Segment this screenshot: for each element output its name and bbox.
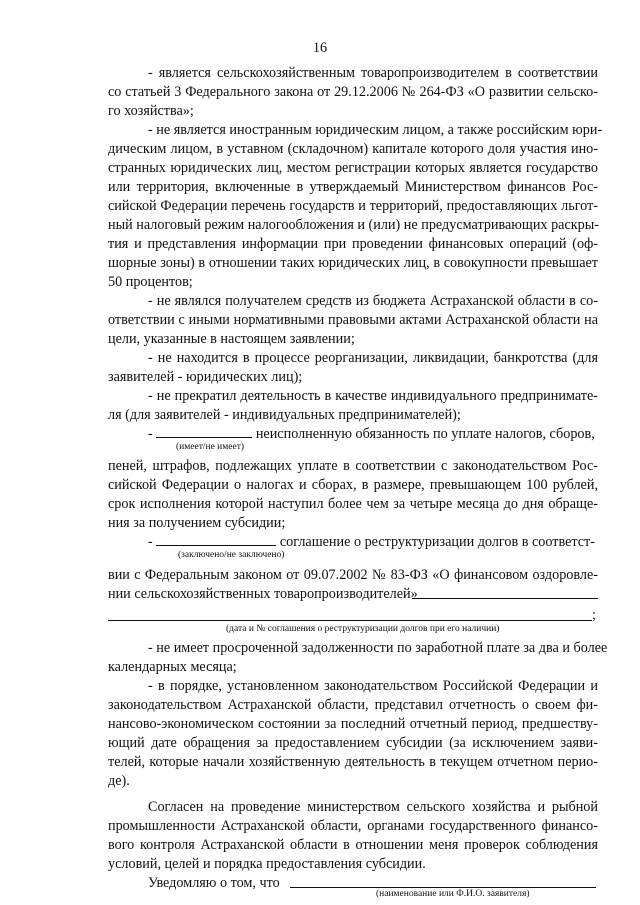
text-line: законодательством Астраханской области, представил отчетность о своем фи- (108, 697, 598, 713)
text-line: со статьей 3 Федерального закона от 29.12.2006 № 264-ФЗ «О развитии сельско- (108, 84, 598, 100)
agreement-caption: (заключено/не заключено) (178, 550, 285, 560)
debt-caption: (имеет/не имеет) (176, 442, 245, 452)
text-line: пеней, штрафов, подлежащих уплате в соответствии с законодательством Рос- (108, 458, 598, 474)
text-line: - не имеет просроченной задолженности по заработной плате за два и более (148, 640, 608, 656)
text-line: ный налоговый режим налогообложения и (или) не предусматривающих раскры- (108, 217, 599, 233)
debt-blank (156, 425, 252, 438)
text-line: го хозяйства»; (108, 103, 194, 119)
text-line: шорные зоны) в отношении таких юридических лиц, в совокупности превышает (108, 255, 598, 271)
agreement-details-blank (412, 598, 598, 599)
text-line: странных юридических лиц, местом регистрации которых является государство (108, 160, 598, 176)
text-line: де). (108, 773, 130, 789)
text-line: ответствии с иными нормативными правовыми актами Астраханской области на (108, 312, 598, 328)
text-line: нии сельскохозяйственных товаропроизводителей» (108, 586, 418, 602)
text-line: - не является иностранным юридическим лицом, а также российским юри- (148, 122, 603, 138)
agreement-date-caption: (дата и № соглашения о реструктуризации долгов при его наличии) (226, 624, 500, 634)
text-line: ля (для заявителей - индивидуальных предпринимателей); (108, 407, 461, 423)
text-line: условий, целей и порядка предоставления субсидии. (108, 856, 426, 872)
page-number: 16 (312, 40, 328, 56)
text-line: - не прекратил деятельность в качестве индивидуального предпринимате- (148, 388, 598, 404)
text-line: - не находится в процессе реорганизации, ликвидации, банкротства (для (148, 350, 598, 366)
text-line: ющий дате обращения за предоставлением субсидии (за исключением заяви- (108, 735, 598, 751)
text-line: заявителей - юридических лиц); (108, 369, 303, 385)
text-line: сийской Федерации о налогах и сборах, в размере, превышающем 100 рублей, (108, 477, 598, 493)
dash: - (148, 426, 153, 442)
text-line: - в порядке, установленном законодательством Российской Федерации и (148, 678, 598, 694)
text-line: или территория, включенные в утверждаемый Министерством финансов Рос- (108, 179, 598, 195)
text-line: промышленности Астраханской области, органами государственного финансо- (108, 818, 598, 834)
text-line: сийской Федерации перечень государств и территорий, предоставляющих льгот- (108, 198, 598, 214)
applicant-blank (290, 887, 596, 888)
dash: - (148, 534, 153, 550)
text-line: Уведомляю о том, что (148, 875, 280, 891)
text-line: - не являлся получателем средств из бюджета Астраханской области в со- (148, 293, 598, 309)
text-line: нансово-экономическом состоянии за последний отчетный период, предшеству- (108, 716, 598, 732)
agreement-details-blank (108, 620, 592, 621)
text-line: календарных месяца; (108, 659, 237, 675)
text-line: ния за получением субсидии; (108, 515, 286, 531)
text-line: срок исполнения которой наступил более чем за четыре месяца до дня обраще- (108, 496, 598, 512)
agreement-blank (156, 533, 276, 546)
text-line: вого контроля Астраханской области в отношении меня проверок соблюдения (108, 837, 598, 853)
text-line: Согласен на проведение министерством сельского хозяйства и рыбной (148, 799, 598, 815)
text-line: цели, указанные в настоящем заявлении; (108, 331, 355, 347)
applicant-caption: (наименование или Ф.И.О. заявителя) (376, 889, 530, 899)
semicolon: ; (592, 607, 596, 623)
text-line: тия и представления информации при проведении финансовых операций (оф- (108, 236, 598, 252)
text-line: - является сельскохозяйственным товаропроизводителем в соответствии (148, 65, 598, 81)
text-line: 50 процентов; (108, 274, 193, 290)
text-fragment: соглашение о реструктуризации долгов в соответст- (279, 534, 595, 550)
text-fragment: неисполненную обязанность по уплате налогов, сборов, (255, 426, 595, 442)
text-line: дическим лицом, в уставном (складочном) капитале которого доля участия ино- (108, 141, 598, 157)
text-line: телей, которые начали хозяйственную деятельность в текущем отчетном перио- (108, 754, 598, 770)
text-line: вии с Федеральным законом от 09.07.2002 № 83-ФЗ «О финансовом оздоровле- (108, 567, 598, 583)
